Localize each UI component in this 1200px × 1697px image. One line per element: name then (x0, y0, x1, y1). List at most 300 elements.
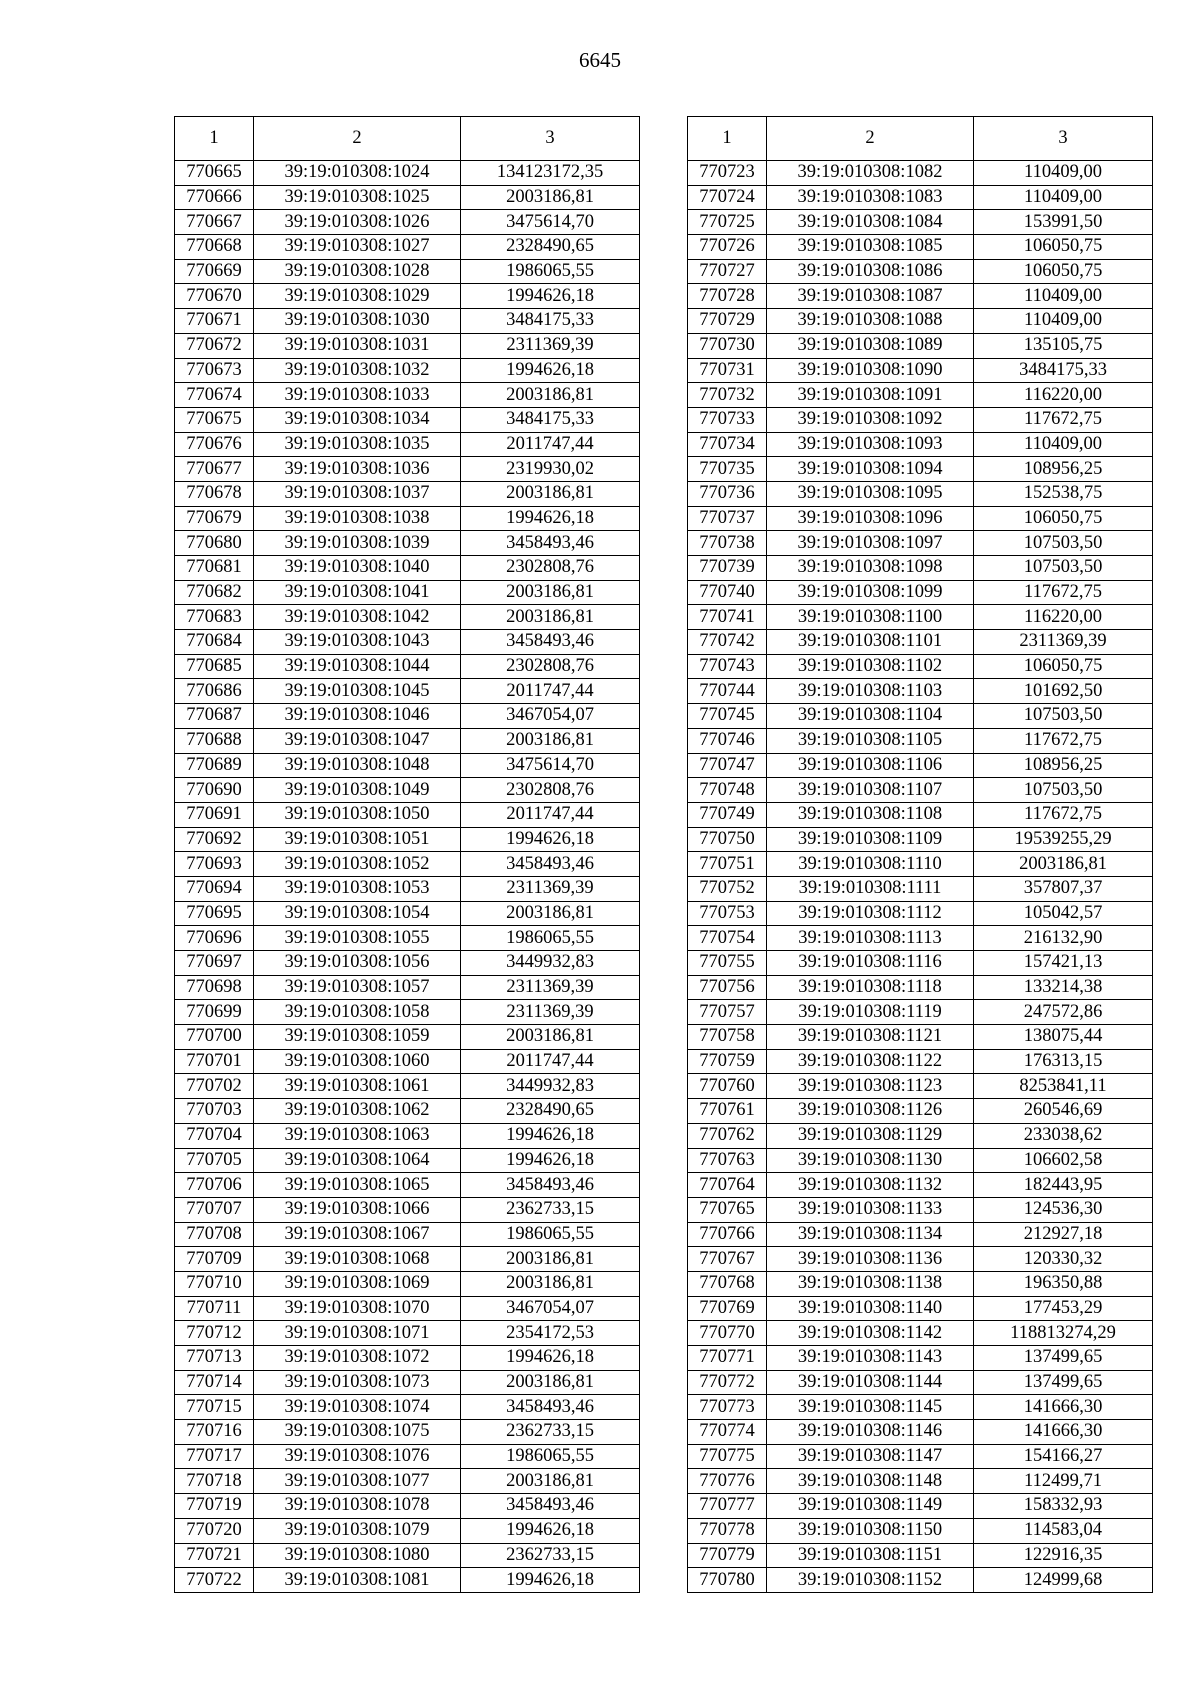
cadastral-number-cell: 39:19:010308:1068 (254, 1247, 461, 1272)
cadastral-number-cell: 39:19:010308:1099 (767, 580, 974, 605)
value-cell: 19539255,29 (974, 827, 1153, 852)
table-row (175, 630, 640, 655)
row-number-cell: 770680 (175, 531, 254, 556)
value-cell: 247572,86 (974, 1000, 1153, 1025)
table-row (175, 1148, 640, 1173)
value-cell: 1994626,18 (461, 506, 640, 531)
cadastral-number-cell: 39:19:010308:1090 (767, 358, 974, 383)
table-row (688, 630, 1153, 655)
cadastral-number-cell: 39:19:010308:1095 (767, 481, 974, 506)
table-row (688, 728, 1153, 753)
table-row (688, 704, 1153, 729)
row-number-cell: 770752 (688, 876, 767, 901)
value-cell: 196350,88 (974, 1271, 1153, 1296)
table-row (175, 383, 640, 408)
value-cell: 134123172,35 (461, 161, 640, 186)
table-row (175, 827, 640, 852)
row-number-cell: 770726 (688, 235, 767, 260)
value-cell: 3475614,70 (461, 210, 640, 235)
row-number-cell: 770711 (175, 1296, 254, 1321)
row-number-cell: 770694 (175, 876, 254, 901)
row-number-cell: 770730 (688, 333, 767, 358)
cadastral-number-cell: 39:19:010308:1059 (254, 1025, 461, 1050)
value-cell: 3458493,46 (461, 1395, 640, 1420)
row-number-cell: 770698 (175, 975, 254, 1000)
value-cell: 107503,50 (974, 556, 1153, 581)
cadastral-number-cell: 39:19:010308:1133 (767, 1197, 974, 1222)
value-cell: 116220,00 (974, 383, 1153, 408)
cadastral-number-cell: 39:19:010308:1150 (767, 1518, 974, 1543)
row-number-cell: 770715 (175, 1395, 254, 1420)
value-cell: 2302808,76 (461, 654, 640, 679)
table-row (175, 876, 640, 901)
table-row (175, 679, 640, 704)
row-number-cell: 770766 (688, 1222, 767, 1247)
table-row (688, 975, 1153, 1000)
table-row (688, 852, 1153, 877)
value-cell: 1994626,18 (461, 1518, 640, 1543)
table-row (175, 778, 640, 803)
cadastral-number-cell: 39:19:010308:1058 (254, 1000, 461, 1025)
table-row (688, 876, 1153, 901)
cadastral-number-cell: 39:19:010308:1060 (254, 1049, 461, 1074)
value-cell: 117672,75 (974, 728, 1153, 753)
value-cell: 8253841,11 (974, 1074, 1153, 1099)
value-cell: 133214,38 (974, 975, 1153, 1000)
row-number-cell: 770710 (175, 1271, 254, 1296)
value-cell: 216132,90 (974, 926, 1153, 951)
row-number-cell: 770737 (688, 506, 767, 531)
table-row (175, 1247, 640, 1272)
cadastral-number-cell: 39:19:010308:1074 (254, 1395, 461, 1420)
row-number-cell: 770758 (688, 1025, 767, 1050)
table-row (688, 1173, 1153, 1198)
table-row (175, 284, 640, 309)
row-number-cell: 770745 (688, 704, 767, 729)
value-cell: 182443,95 (974, 1173, 1153, 1198)
cadastral-number-cell: 39:19:010308:1104 (767, 704, 974, 729)
value-cell: 105042,57 (974, 901, 1153, 926)
value-cell: 1994626,18 (461, 1568, 640, 1593)
cadastral-number-cell: 39:19:010308:1032 (254, 358, 461, 383)
cadastral-number-cell: 39:19:010308:1055 (254, 926, 461, 951)
cadastral-number-cell: 39:19:010308:1091 (767, 383, 974, 408)
table-row (688, 1518, 1153, 1543)
cadastral-number-cell: 39:19:010308:1026 (254, 210, 461, 235)
table-row (688, 951, 1153, 976)
value-cell: 2354172,53 (461, 1321, 640, 1346)
table-row (688, 1494, 1153, 1519)
table-row (175, 1395, 640, 1420)
value-cell: 2311369,39 (461, 876, 640, 901)
value-cell: 3484175,33 (974, 358, 1153, 383)
row-number-cell: 770774 (688, 1420, 767, 1445)
row-number-cell: 770722 (175, 1568, 254, 1593)
table-row (688, 1543, 1153, 1568)
cadastral-number-cell: 39:19:010308:1107 (767, 778, 974, 803)
table-row (688, 1296, 1153, 1321)
table-row (175, 556, 640, 581)
row-number-cell: 770731 (688, 358, 767, 383)
cadastral-number-cell: 39:19:010308:1038 (254, 506, 461, 531)
cadastral-number-cell: 39:19:010308:1040 (254, 556, 461, 581)
row-number-cell: 770771 (688, 1346, 767, 1371)
row-number-cell: 770720 (175, 1518, 254, 1543)
cadastral-number-cell: 39:19:010308:1123 (767, 1074, 974, 1099)
table-row (175, 1321, 640, 1346)
cadastral-number-cell: 39:19:010308:1093 (767, 432, 974, 457)
data-table-left (174, 116, 640, 1593)
value-cell: 2311369,39 (461, 975, 640, 1000)
value-cell: 3449932,83 (461, 1074, 640, 1099)
value-cell: 2003186,81 (461, 185, 640, 210)
row-number-cell: 770750 (688, 827, 767, 852)
value-cell: 2003186,81 (461, 605, 640, 630)
value-cell: 1986065,55 (461, 1222, 640, 1247)
value-cell: 110409,00 (974, 284, 1153, 309)
table-body (688, 161, 1153, 1593)
cadastral-number-cell: 39:19:010308:1067 (254, 1222, 461, 1247)
row-number-cell: 770742 (688, 630, 767, 655)
row-number-cell: 770670 (175, 284, 254, 309)
row-number-cell: 770702 (175, 1074, 254, 1099)
value-cell: 260546,69 (974, 1099, 1153, 1124)
value-cell: 2003186,81 (461, 901, 640, 926)
row-number-cell: 770743 (688, 654, 767, 679)
cadastral-number-cell: 39:19:010308:1025 (254, 185, 461, 210)
value-cell: 2362733,15 (461, 1543, 640, 1568)
column-header-3: 3 (974, 117, 1153, 161)
cadastral-number-cell: 39:19:010308:1079 (254, 1518, 461, 1543)
row-number-cell: 770703 (175, 1099, 254, 1124)
value-cell: 2011747,44 (461, 802, 640, 827)
value-cell: 122916,35 (974, 1543, 1153, 1568)
value-cell: 154166,27 (974, 1444, 1153, 1469)
cadastral-number-cell: 39:19:010308:1051 (254, 827, 461, 852)
cadastral-number-cell: 39:19:010308:1024 (254, 161, 461, 186)
table-row (175, 802, 640, 827)
cadastral-number-cell: 39:19:010308:1094 (767, 457, 974, 482)
cadastral-number-cell: 39:19:010308:1147 (767, 1444, 974, 1469)
table-row (175, 852, 640, 877)
value-cell: 117672,75 (974, 407, 1153, 432)
value-cell: 3458493,46 (461, 852, 640, 877)
value-cell: 152538,75 (974, 481, 1153, 506)
cadastral-number-cell: 39:19:010308:1116 (767, 951, 974, 976)
table-row (688, 605, 1153, 630)
value-cell: 3458493,46 (461, 1494, 640, 1519)
table-row (175, 605, 640, 630)
cadastral-number-cell: 39:19:010308:1028 (254, 259, 461, 284)
row-number-cell: 770767 (688, 1247, 767, 1272)
cadastral-number-cell: 39:19:010308:1057 (254, 975, 461, 1000)
cadastral-number-cell: 39:19:010308:1042 (254, 605, 461, 630)
table-row (688, 679, 1153, 704)
table-row (688, 1000, 1153, 1025)
row-number-cell: 770727 (688, 259, 767, 284)
value-cell: 1994626,18 (461, 1346, 640, 1371)
table-row (175, 1099, 640, 1124)
value-cell: 157421,13 (974, 951, 1153, 976)
value-cell: 1986065,55 (461, 1444, 640, 1469)
cadastral-number-cell: 39:19:010308:1046 (254, 704, 461, 729)
cadastral-number-cell: 39:19:010308:1033 (254, 383, 461, 408)
cadastral-number-cell: 39:19:010308:1062 (254, 1099, 461, 1124)
row-number-cell: 770770 (688, 1321, 767, 1346)
row-number-cell: 770666 (175, 185, 254, 210)
table-row (175, 333, 640, 358)
cadastral-number-cell: 39:19:010308:1085 (767, 235, 974, 260)
value-cell: 177453,29 (974, 1296, 1153, 1321)
cadastral-number-cell: 39:19:010308:1084 (767, 210, 974, 235)
table-row (688, 531, 1153, 556)
table-row (175, 1222, 640, 1247)
row-number-cell: 770713 (175, 1346, 254, 1371)
value-cell: 124999,68 (974, 1568, 1153, 1593)
value-cell: 2311369,39 (461, 333, 640, 358)
row-number-cell: 770754 (688, 926, 767, 951)
table-row (688, 1271, 1153, 1296)
row-number-cell: 770665 (175, 161, 254, 186)
table-row (175, 951, 640, 976)
cadastral-number-cell: 39:19:010308:1056 (254, 951, 461, 976)
row-number-cell: 770692 (175, 827, 254, 852)
row-number-cell: 770688 (175, 728, 254, 753)
value-cell: 106050,75 (974, 235, 1153, 260)
table-row (688, 1222, 1153, 1247)
cadastral-number-cell: 39:19:010308:1048 (254, 753, 461, 778)
cadastral-number-cell: 39:19:010308:1036 (254, 457, 461, 482)
cadastral-number-cell: 39:19:010308:1044 (254, 654, 461, 679)
table-row (175, 457, 640, 482)
cadastral-number-cell: 39:19:010308:1065 (254, 1173, 461, 1198)
value-cell: 110409,00 (974, 309, 1153, 334)
value-cell: 3484175,33 (461, 309, 640, 334)
value-cell: 3458493,46 (461, 1173, 640, 1198)
cadastral-number-cell: 39:19:010308:1096 (767, 506, 974, 531)
cadastral-number-cell: 39:19:010308:1152 (767, 1568, 974, 1593)
row-number-cell: 770697 (175, 951, 254, 976)
row-number-cell: 770708 (175, 1222, 254, 1247)
value-cell: 2003186,81 (461, 1247, 640, 1272)
value-cell: 116220,00 (974, 605, 1153, 630)
value-cell: 108956,25 (974, 457, 1153, 482)
cadastral-number-cell: 39:19:010308:1089 (767, 333, 974, 358)
cadastral-number-cell: 39:19:010308:1144 (767, 1370, 974, 1395)
value-cell: 110409,00 (974, 185, 1153, 210)
table-row (175, 309, 640, 334)
row-number-cell: 770761 (688, 1099, 767, 1124)
row-number-cell: 770732 (688, 383, 767, 408)
cadastral-number-cell: 39:19:010308:1039 (254, 531, 461, 556)
value-cell: 117672,75 (974, 802, 1153, 827)
table-row (688, 1346, 1153, 1371)
cadastral-number-cell: 39:19:010308:1110 (767, 852, 974, 877)
row-number-cell: 770706 (175, 1173, 254, 1198)
row-number-cell: 770684 (175, 630, 254, 655)
cadastral-number-cell: 39:19:010308:1029 (254, 284, 461, 309)
value-cell: 110409,00 (974, 161, 1153, 186)
table-row (175, 481, 640, 506)
table-row (175, 1568, 640, 1593)
row-number-cell: 770780 (688, 1568, 767, 1593)
row-number-cell: 770686 (175, 679, 254, 704)
table-row (175, 506, 640, 531)
table-row (688, 1148, 1153, 1173)
cadastral-number-cell: 39:19:010308:1071 (254, 1321, 461, 1346)
table-row (175, 1000, 640, 1025)
row-number-cell: 770724 (688, 185, 767, 210)
row-number-cell: 770701 (175, 1049, 254, 1074)
table-row (175, 235, 640, 260)
page-number: 6645 (579, 48, 621, 72)
row-number-cell: 770747 (688, 753, 767, 778)
table-row (688, 827, 1153, 852)
row-number-cell: 770705 (175, 1148, 254, 1173)
table-row (175, 1074, 640, 1099)
value-cell: 2003186,81 (461, 1025, 640, 1050)
table-row (175, 185, 640, 210)
row-number-cell: 770749 (688, 802, 767, 827)
row-number-cell: 770687 (175, 704, 254, 729)
value-cell: 138075,44 (974, 1025, 1153, 1050)
table-row (688, 1395, 1153, 1420)
row-number-cell: 770746 (688, 728, 767, 753)
row-number-cell: 770696 (175, 926, 254, 951)
table-row (688, 1370, 1153, 1395)
row-number-cell: 770695 (175, 901, 254, 926)
table-row (175, 407, 640, 432)
cadastral-number-cell: 39:19:010308:1148 (767, 1469, 974, 1494)
row-number-cell: 770673 (175, 358, 254, 383)
cadastral-number-cell: 39:19:010308:1111 (767, 876, 974, 901)
column-header-3: 3 (461, 117, 640, 161)
row-number-cell: 770757 (688, 1000, 767, 1025)
value-cell: 110409,00 (974, 432, 1153, 457)
table-row (688, 1420, 1153, 1445)
table-row (175, 654, 640, 679)
row-number-cell: 770736 (688, 481, 767, 506)
value-cell: 1994626,18 (461, 1148, 640, 1173)
table-row (688, 1025, 1153, 1050)
table-row (175, 1420, 640, 1445)
cadastral-number-cell: 39:19:010308:1098 (767, 556, 974, 581)
cadastral-number-cell: 39:19:010308:1134 (767, 1222, 974, 1247)
row-number-cell: 770755 (688, 951, 767, 976)
row-number-cell: 770733 (688, 407, 767, 432)
value-cell: 112499,71 (974, 1469, 1153, 1494)
row-number-cell: 770756 (688, 975, 767, 1000)
value-cell: 1986065,55 (461, 259, 640, 284)
row-number-cell: 770672 (175, 333, 254, 358)
row-number-cell: 770738 (688, 531, 767, 556)
value-cell: 2328490,65 (461, 1099, 640, 1124)
cadastral-number-cell: 39:19:010308:1118 (767, 975, 974, 1000)
value-cell: 158332,93 (974, 1494, 1153, 1519)
table-row (175, 531, 640, 556)
value-cell: 2311369,39 (461, 1000, 640, 1025)
cadastral-number-cell: 39:19:010308:1047 (254, 728, 461, 753)
cadastral-number-cell: 39:19:010308:1140 (767, 1296, 974, 1321)
row-number-cell: 770760 (688, 1074, 767, 1099)
row-number-cell: 770762 (688, 1123, 767, 1148)
table-row (175, 1518, 640, 1543)
cadastral-number-cell: 39:19:010308:1076 (254, 1444, 461, 1469)
row-number-cell: 770772 (688, 1370, 767, 1395)
table-row (175, 1049, 640, 1074)
cadastral-number-cell: 39:19:010308:1136 (767, 1247, 974, 1272)
cadastral-number-cell: 39:19:010308:1151 (767, 1543, 974, 1568)
cadastral-number-cell: 39:19:010308:1087 (767, 284, 974, 309)
table-row (688, 1469, 1153, 1494)
row-number-cell: 770776 (688, 1469, 767, 1494)
row-number-cell: 770717 (175, 1444, 254, 1469)
cadastral-number-cell: 39:19:010308:1122 (767, 1049, 974, 1074)
cadastral-number-cell: 39:19:010308:1053 (254, 876, 461, 901)
value-cell: 120330,32 (974, 1247, 1153, 1272)
cadastral-number-cell: 39:19:010308:1052 (254, 852, 461, 877)
cadastral-number-cell: 39:19:010308:1073 (254, 1370, 461, 1395)
value-cell: 114583,04 (974, 1518, 1153, 1543)
row-number-cell: 770768 (688, 1271, 767, 1296)
value-cell: 118813274,29 (974, 1321, 1153, 1346)
row-number-cell: 770759 (688, 1049, 767, 1074)
cadastral-number-cell: 39:19:010308:1121 (767, 1025, 974, 1050)
table-row (688, 1049, 1153, 1074)
value-cell: 3467054,07 (461, 704, 640, 729)
value-cell: 3458493,46 (461, 630, 640, 655)
row-number-cell: 770765 (688, 1197, 767, 1222)
row-number-cell: 770723 (688, 161, 767, 186)
cadastral-number-cell: 39:19:010308:1119 (767, 1000, 974, 1025)
table-row (688, 259, 1153, 284)
cadastral-number-cell: 39:19:010308:1037 (254, 481, 461, 506)
table-row (175, 161, 640, 186)
value-cell: 135105,75 (974, 333, 1153, 358)
cadastral-number-cell: 39:19:010308:1063 (254, 1123, 461, 1148)
value-cell: 137499,65 (974, 1370, 1153, 1395)
table-row (175, 1444, 640, 1469)
value-cell: 1994626,18 (461, 1123, 640, 1148)
row-number-cell: 770691 (175, 802, 254, 827)
row-number-cell: 770769 (688, 1296, 767, 1321)
value-cell: 107503,50 (974, 704, 1153, 729)
table-row (688, 926, 1153, 951)
row-number-cell: 770678 (175, 481, 254, 506)
cadastral-number-cell: 39:19:010308:1049 (254, 778, 461, 803)
value-cell: 107503,50 (974, 531, 1153, 556)
row-number-cell: 770764 (688, 1173, 767, 1198)
row-number-cell: 770667 (175, 210, 254, 235)
row-number-cell: 770700 (175, 1025, 254, 1050)
cadastral-number-cell: 39:19:010308:1100 (767, 605, 974, 630)
value-cell: 233038,62 (974, 1123, 1153, 1148)
value-cell: 2362733,15 (461, 1197, 640, 1222)
cadastral-number-cell: 39:19:010308:1078 (254, 1494, 461, 1519)
value-cell: 117672,75 (974, 580, 1153, 605)
row-number-cell: 770777 (688, 1494, 767, 1519)
table-row (688, 654, 1153, 679)
cadastral-number-cell: 39:19:010308:1103 (767, 679, 974, 704)
table-row (175, 1173, 640, 1198)
cadastral-number-cell: 39:19:010308:1027 (254, 235, 461, 260)
value-cell: 2003186,81 (461, 1370, 640, 1395)
cadastral-number-cell: 39:19:010308:1045 (254, 679, 461, 704)
cadastral-number-cell: 39:19:010308:1061 (254, 1074, 461, 1099)
table-row (175, 1197, 640, 1222)
value-cell: 357807,37 (974, 876, 1153, 901)
row-number-cell: 770675 (175, 407, 254, 432)
